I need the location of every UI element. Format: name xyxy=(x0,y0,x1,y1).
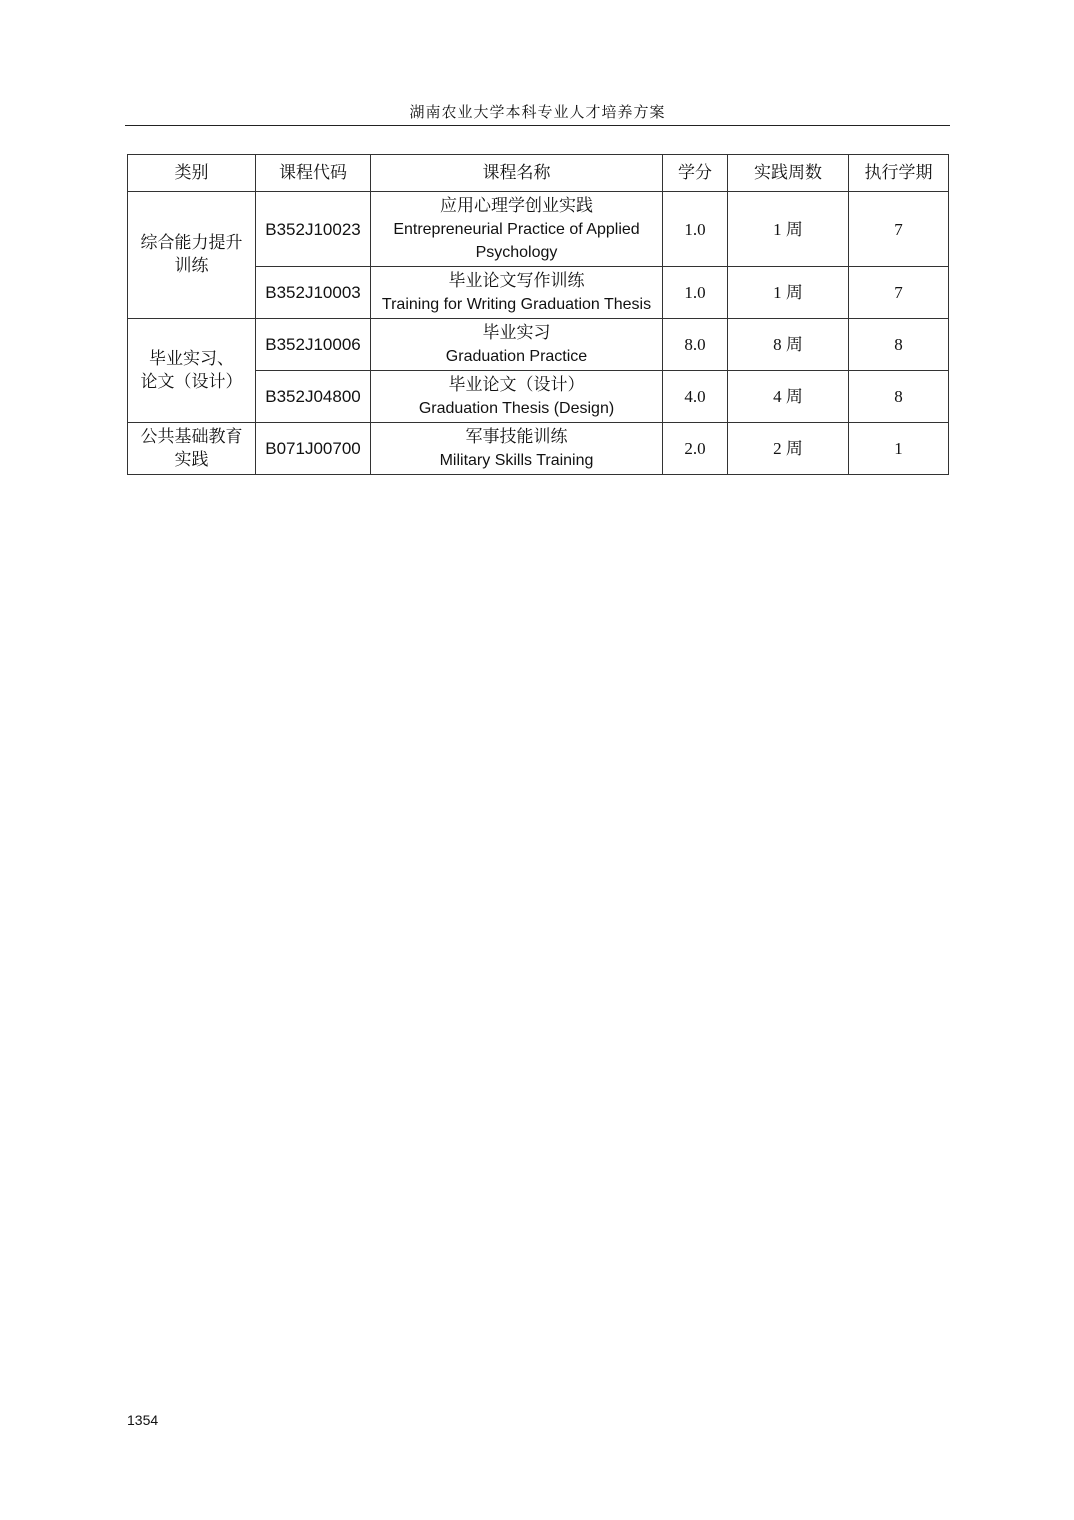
category-line: 毕业实习、 xyxy=(149,348,234,369)
course-name-cell xyxy=(371,423,663,475)
table-header-row xyxy=(128,155,949,192)
course-name-en: Military Skills Training xyxy=(439,451,594,469)
course-table xyxy=(127,154,949,475)
course-code-cell: B071J00700 xyxy=(256,423,371,475)
course-name-en: Training for Writing Graduation Thesis xyxy=(381,295,652,313)
course-name-cn: 毕业论文（设计） xyxy=(448,374,585,395)
course-name-en: Entrepreneurial Practice of Applied xyxy=(393,220,640,238)
category-line: 实践 xyxy=(174,449,209,470)
course-name-cell xyxy=(371,192,663,267)
semester-cell: 8 xyxy=(849,371,949,423)
table-row xyxy=(128,192,949,267)
page-number: 1354 xyxy=(127,1412,159,1428)
column-header-course-code: 课程代码 xyxy=(256,155,371,192)
course-name-en: Psychology xyxy=(475,243,558,261)
credit-cell: 8.0 xyxy=(663,319,728,371)
table-row xyxy=(128,423,949,475)
weeks-cell: 4 周 xyxy=(728,371,849,423)
column-header-semester: 执行学期 xyxy=(849,155,949,192)
credit-cell: 2.0 xyxy=(663,423,728,475)
credit-cell: 4.0 xyxy=(663,371,728,423)
course-name-cn: 毕业实习 xyxy=(482,322,551,343)
category-cell xyxy=(128,192,256,319)
column-header-practice-weeks: 实践周数 xyxy=(728,155,849,192)
category-line: 综合能力提升 xyxy=(140,233,243,253)
course-name-cell xyxy=(371,371,663,423)
weeks-cell: 8 周 xyxy=(728,319,849,371)
credit-cell: 1.0 xyxy=(663,192,728,267)
course-name-cell xyxy=(371,319,663,371)
course-name-en: Graduation Practice xyxy=(445,347,588,365)
credit-cell: 1.0 xyxy=(663,267,728,319)
semester-cell: 1 xyxy=(849,423,949,475)
weeks-cell: 1 周 xyxy=(728,192,849,267)
course-name-cn: 毕业论文写作训练 xyxy=(448,270,585,291)
semester-cell: 8 xyxy=(849,319,949,371)
table-row xyxy=(128,319,949,371)
semester-cell: 7 xyxy=(849,267,949,319)
course-code-cell: B352J10006 xyxy=(256,319,371,371)
category-line: 公共基础教育 xyxy=(140,426,243,447)
course-code-cell: B352J10003 xyxy=(256,267,371,319)
course-code-cell: B352J04800 xyxy=(256,371,371,423)
course-name-cn: 军事技能训练 xyxy=(465,426,568,447)
category-cell xyxy=(128,319,256,423)
category-line: 训练 xyxy=(174,256,209,276)
course-name-cell xyxy=(371,267,663,319)
category-cell xyxy=(128,423,256,475)
weeks-cell: 1 周 xyxy=(728,267,849,319)
column-header-category: 类别 xyxy=(128,155,256,192)
category-line: 论文（设计） xyxy=(140,371,243,392)
course-name-en: Graduation Thesis (Design) xyxy=(418,399,615,417)
column-header-credit: 学分 xyxy=(663,155,728,192)
header-title: 湖南农业大学本科专业人才培养方案 xyxy=(409,103,666,121)
semester-cell: 7 xyxy=(849,192,949,267)
course-code-cell: B352J10023 xyxy=(256,192,371,267)
weeks-cell: 2 周 xyxy=(728,423,849,475)
column-header-course-name: 课程名称 xyxy=(371,155,663,192)
page-header xyxy=(125,100,950,126)
course-name-cn: 应用心理学创业实践 xyxy=(440,195,593,216)
